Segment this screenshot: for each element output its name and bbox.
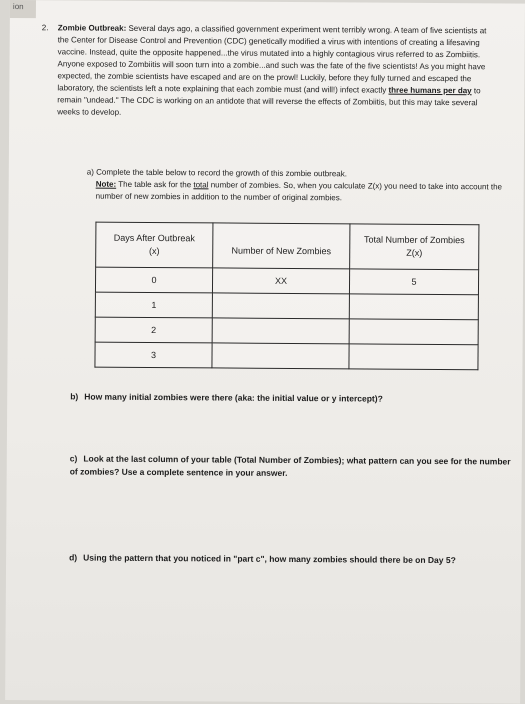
cell-day: 3: [95, 342, 212, 368]
note-label: Note:: [95, 179, 117, 189]
part-d-label: d): [69, 552, 78, 563]
part-d: [69, 551, 519, 567]
header-total-line2: Z(x): [406, 247, 423, 258]
part-c: [70, 452, 520, 481]
cell-day: 2: [95, 317, 212, 343]
part-a-note: [87, 179, 507, 206]
header-days: [96, 222, 213, 268]
cell-new[interactable]: [212, 293, 349, 319]
question-text-1: Several days ago, a classified government experiment went terribly wrong. A team of five scientists at the Center for Disease Control and Prevention (CDC) genetically modified a virus with intentions of creating a lifesaving vaccine. Instead, quite the opposite happened...the virus mutated into a highly contagious virus referred to as Zombiitis. Anyone exposed to Zombiitis will soon turn into a zombie...and such was the fate of the five scientists! As you might have expected, the zombie scientists have escaped and are on the prowl! Luckily, before they fully turned and escaped the laboratory, the scientists left a note explaining that each zombie must (and will!) infect exactly: [57, 23, 487, 95]
part-d-text: Using the pattern that you noticed in "part c", how many zombies should there be on Day 5?: [83, 552, 456, 566]
part-a-label: a): [86, 167, 94, 177]
table-row: [95, 342, 478, 370]
part-b-text: How many initial zombies were there (aka: the initial value or y intercept)?: [84, 391, 383, 404]
zombie-growth-table: [94, 222, 479, 371]
question-number: 2.: [41, 23, 49, 33]
cell-total: 5: [349, 269, 478, 295]
header-total-zombies: [350, 224, 479, 270]
question-emphasis: three humans per day: [388, 85, 472, 96]
part-b: [70, 390, 510, 406]
cell-new[interactable]: [212, 343, 349, 369]
question-2: [41, 22, 498, 121]
question-text-2: to remain "undead." The CDC is working on an antidote that will reverse the effects of Zombiitis, but this may take several weeks to develop.: [57, 86, 481, 117]
note-text-1: The table ask for the: [116, 179, 194, 190]
corner-tab: ion: [10, 0, 36, 18]
part-a: [87, 167, 507, 206]
note-text-2: number of zombies. So, when you calculate Z(x) you need to take into account the number of new zombies in addition to the number of original zombies.: [95, 180, 503, 203]
cell-new[interactable]: [212, 318, 349, 344]
table-header-row: [96, 222, 479, 270]
table-row: [95, 317, 478, 345]
header-new-zombies: [213, 223, 350, 269]
cell-new: XX: [212, 268, 349, 294]
table-row: [95, 267, 478, 295]
part-b-label: b): [70, 391, 79, 402]
table-row: [95, 292, 478, 320]
question-title: Zombie Outbreak:: [57, 23, 127, 33]
cell-total[interactable]: [349, 319, 478, 345]
worksheet-page: [5, 0, 525, 704]
cell-total[interactable]: [349, 344, 478, 370]
header-days-line2: (x): [148, 245, 160, 257]
cell-day: 0: [95, 267, 212, 293]
part-c-text: Look at the last column of your table (Total Number of Zombies); what pattern can you see for the number of zombies? Use a complete sentence in your answer.: [69, 453, 511, 478]
header-new-line1: Number of New Zombies: [231, 245, 332, 256]
note-total: total: [193, 180, 209, 190]
part-c-label: c): [69, 453, 78, 464]
cell-day: 1: [95, 292, 212, 318]
header-days-line1: Days After Outbreak: [113, 232, 195, 244]
cell-total[interactable]: [349, 294, 478, 320]
header-total-line1: Total Number of Zombies: [364, 234, 465, 246]
part-a-instruction-text: Complete the table below to record the growth of this zombie outbreak.: [96, 167, 347, 179]
